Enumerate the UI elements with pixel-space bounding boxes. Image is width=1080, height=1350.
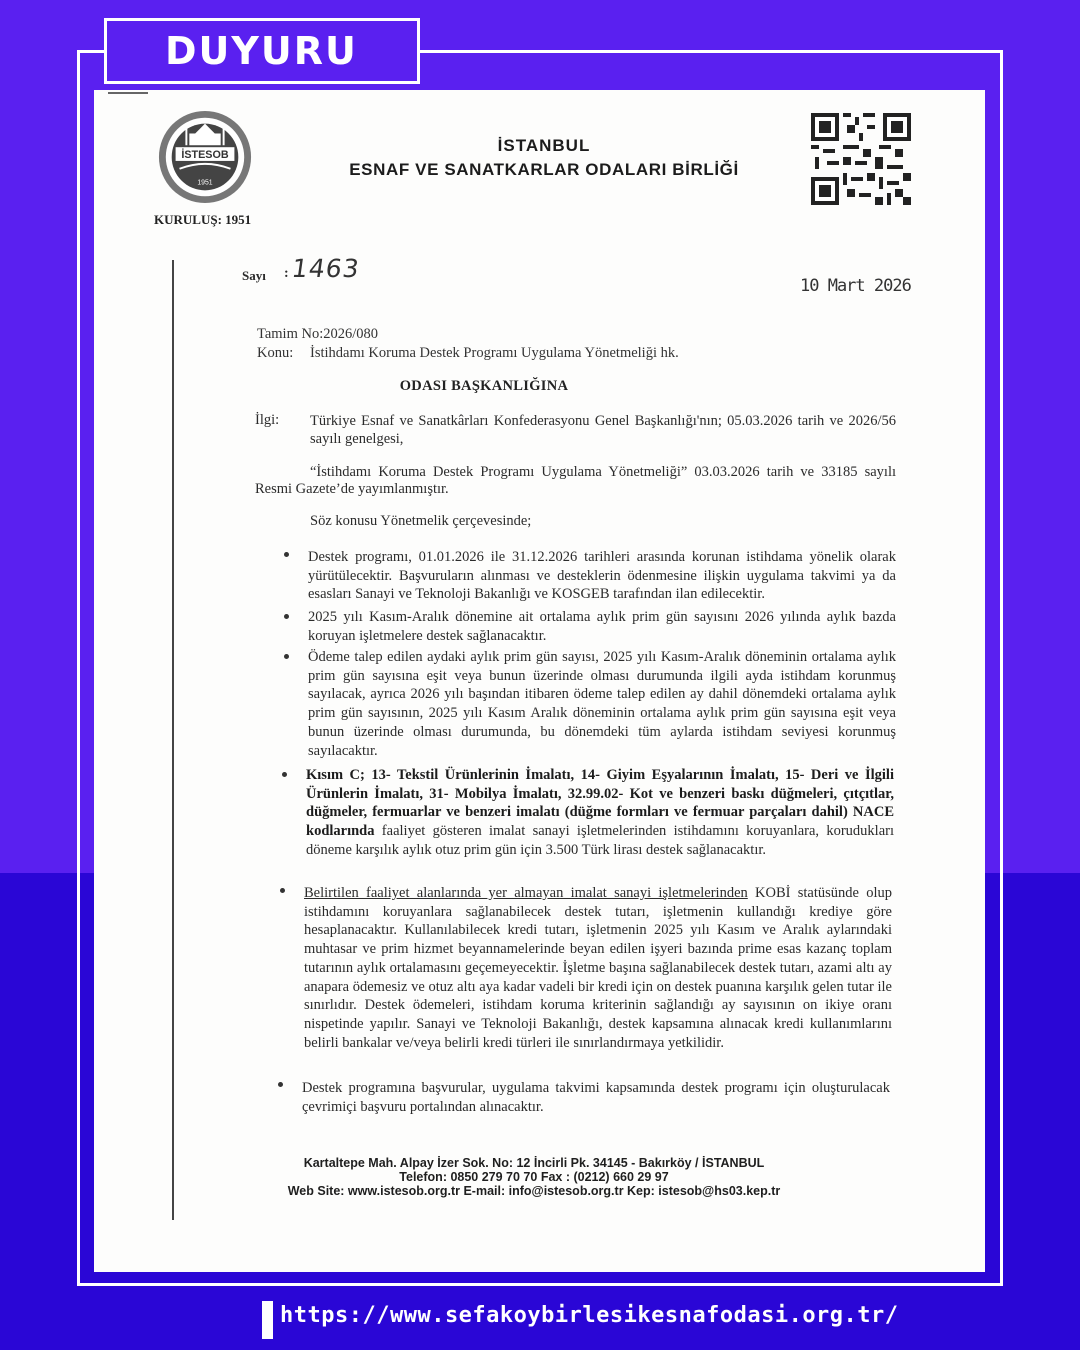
logo-text: İSTESOB (181, 148, 229, 161)
istesob-logo (156, 108, 254, 206)
bullet-dot (284, 614, 289, 619)
bullet-item: Ödeme talep edilen aydaki aylık prim gün sayısı, 2025 yılı Kasım-Aralık döneminin ortalama aylık prim gün sayısına eşit veya bunun üzerinde olması durumunda ilgili ayda istihdam korunmuş sayılacak, ayrıca 2026 yılı başından itibaren ödeme talep edilen ay dahil dönemdeki ortalama aylık prim gün sayısının, 2025 yılı Kasım Aralık döneminin ortalama aylık prim gün sayısına eşit veya bunun üzerinde olması durumunda, bu dönemdeki tüm aylarda istihdam seviyesi korunmuş sayılacaktır. (308, 649, 896, 759)
bullet-item (304, 884, 892, 1052)
qr-code (811, 113, 911, 205)
intro-paragraph: “İstihdamı Koruma Destek Programı Uygulama Yönetmeliği” 03.03.2026 tarih ve 33185 sayılı Resmi Gazete’de yayımlanmıştır. (255, 464, 896, 497)
org-city: İSTANBUL (497, 136, 591, 155)
bullet-dot (282, 772, 287, 777)
bullet-dot (278, 1082, 283, 1087)
footer-phone: Telefon: 0850 279 70 70 Fax : (0212) 660 29 97 (399, 1170, 669, 1184)
footer-address: Kartaltepe Mah. Alpay İzer Sok. No: 12 İncirli Pk. 34145 - Bakırköy / İSTANBUL (303, 1156, 765, 1170)
bullet-underlined-text: Belirtilen faaliyet alanlarında yer almayan imalat sanayi işletmelerinden (304, 885, 748, 901)
reference-label: İlgi: (255, 412, 280, 428)
founded-year: KURULUŞ: 1951 (154, 212, 252, 227)
bullet-item (306, 766, 894, 860)
recipient-heading: ODASI BAŞKANLIĞINA (399, 378, 569, 394)
sayi-colon: : (284, 266, 289, 281)
document-date: 10 Mart 2026 (800, 276, 911, 296)
margin-line (172, 260, 174, 1220)
bullet-dot (284, 552, 289, 557)
url-accent-bar (262, 1301, 273, 1339)
subject-label: Konu: (257, 345, 294, 361)
announcement-badge: DUYURU (104, 18, 420, 84)
bullet-dot (284, 654, 289, 659)
sayi-number: 1463 (289, 254, 362, 283)
sayi-label: Sayı (242, 268, 266, 283)
subject-line (257, 345, 679, 362)
bullet-bold-text: Kısım C; 13- Tekstil Ürünlerinin İmalatı, 14- Giyim Eşyalarının İmalatı, 15- Deri ve İlgili Ürünlerin İmalatı, 31- Mobilya İmalatı, 32.99.02- Kot ve benzeri baskı düğmeleri, çıtçıtlar, düğmeler, fermuarlar ve benzeri imalatı (düğme formları ve fermuar parçaları dahil) NACE kodlarında (306, 767, 894, 840)
scan-mark (108, 92, 148, 94)
bullet-item: 2025 yılı Kasım-Aralık dönemine ait ortalama aylık prim gün sayısını 2026 yılında aylık bazda koruyan işletmelere destek sağlanacaktır. (308, 609, 896, 644)
bullet-item: Destek programına başvurular, uygulama takvimi kapsamında destek programı için oluşturulacak çevrimiçi başvuru portalından alınacaktır. (302, 1080, 890, 1115)
letter-footer (254, 1156, 814, 1198)
tamim-number: Tamim No:2026/080 (257, 326, 379, 342)
org-name: ESNAF VE SANATKARLAR ODALARI BİRLİĞİ (349, 160, 739, 179)
footer-web: Web Site: www.istesob.org.tr E-mail: info@istesob.org.tr Kep: istesob@hs03.kep.tr (287, 1184, 781, 1198)
bullet-text: faaliyet gösteren imalat sanayi işletmelerinden istihdamını koruyanlara, korudukları döneme karşılık aylık otuz prim gün için 3.500 Türk lirası destek sağlanacaktır. (306, 823, 894, 858)
bullet-text: KOBİ statüsünde olup istihdamını koruyanlara sağlanabilecek destek tutarı, işletmenin kullandığı krediye göre hesaplanacaktır. Kullanılabilecek kredi tutarı, işletmenin 2025 yılı Kasım ve Aralık aylarındaki muhtasar ve prim hizmet beyannamelerinde beyan edilen işyeri bazında prime esas kazanç toplam tutarının aylık ortalamasını geçemeyecektir. İşletme başına sağlanabilecek destek tutarı, azami altı ay anapara ödemesiz ve otuz altı aya kadar vadeli bir kredi için on destek puanına karşılık gelen tutar ile sınırlıdır. Destek ödemeleri, istihdam koruma kriterinin sağlandığı ay sayısının on ikiye oranı nispetinde yapılır. Sanayi ve Teknoloji Bakanlığı, destek kapsamına alınacak kredi kullanımlarını belirli bankalar ve/veya belirli kredi türleri ile sınırlandırmaya yetkilidir. (304, 885, 893, 1051)
bullet-item: Destek programı, 01.01.2026 ile 31.12.2026 tarihleri arasında korunan istihdama yönelik olarak yürütülecektir. Başvuruların alınması ve desteklerin ödenmesine ilişkin uygulama takvimi ya da esasları Sanayi ve Teknoloji Bakanlığı ve KOSGEB tarafından ilan edilecektir. (308, 549, 896, 603)
subject-text: İstihdamı Koruma Destek Programı Uygulama Yönetmeliği hk. (310, 345, 679, 361)
bullet-dot (280, 888, 285, 893)
reference-text: Türkiye Esnaf ve Sanatkârları Konfederasyonu Genel Başkanlığı'nın; 05.03.2026 tarih ve 2026/56 sayılı genelgesi, (310, 413, 896, 447)
org-header (314, 136, 774, 180)
framework-paragraph: Söz konusu Yönetmelik çerçevesinde; (310, 513, 532, 529)
document-page (94, 90, 985, 1272)
website-link[interactable]: https://www.sefakoybirlesikesnafodasi.org.tr/ (280, 1303, 899, 1328)
logo-year: 1951 (197, 179, 213, 187)
